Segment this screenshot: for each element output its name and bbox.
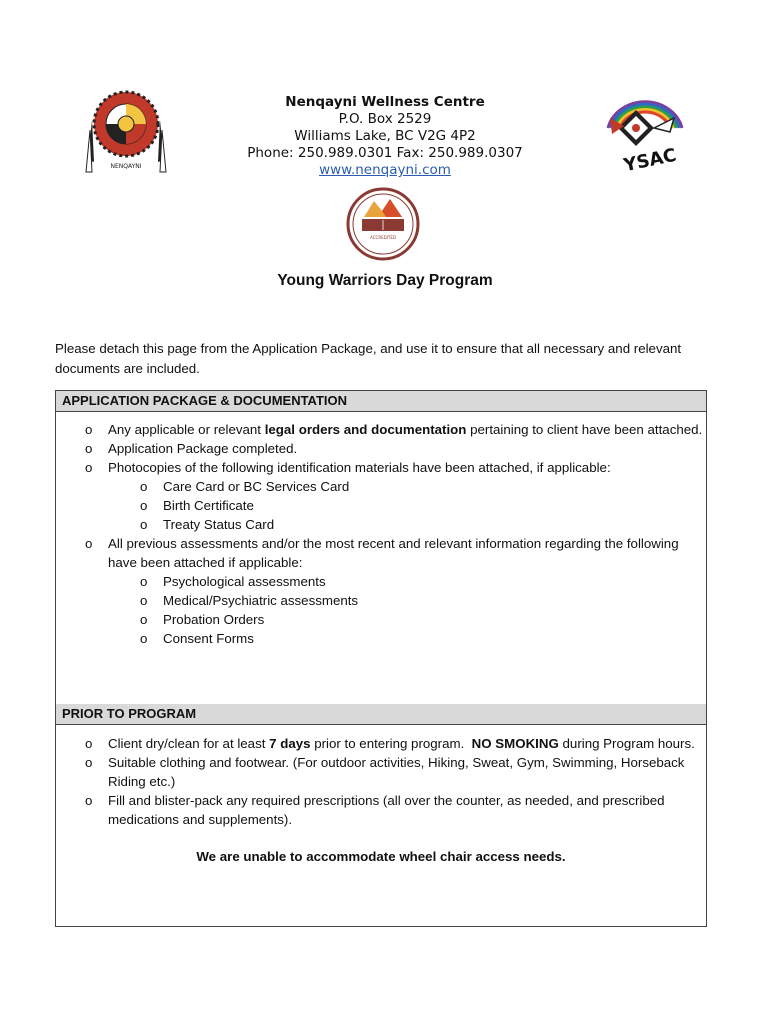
sub-list-item: o Birth Certificate [140, 498, 254, 513]
bullet-icon: o [140, 612, 148, 627]
checklist [56, 412, 706, 648]
checklist [56, 725, 706, 829]
letterhead [200, 94, 570, 179]
accreditation-seal [346, 187, 420, 261]
list-item: o Any applicable or relevant legal orders and documentation pertaining to client have been attached. [85, 422, 703, 437]
svg-text:NENQAYNI: NENQAYNI [110, 163, 142, 170]
sub-list [56, 572, 706, 648]
list-item: o All previous assessments and/or the most recent and relevant information regarding the following have been attached if applicable: o Psychological assessments o Medical/Psychiatric assessments o Probation Orders o Consent Forms [56, 534, 706, 648]
sub-list [56, 477, 706, 534]
bullet-icon: o [85, 736, 93, 751]
list-item: o Application Package completed. [85, 441, 298, 456]
bullet-icon: o [140, 498, 148, 513]
bullet-icon: o [140, 631, 148, 646]
bullet-icon: o [140, 517, 148, 532]
bullet-icon: o [140, 593, 148, 608]
svg-text:ACCREDITED: ACCREDITED [370, 235, 396, 240]
page-title: Young Warriors Day Program [277, 272, 493, 289]
application-package-section [55, 390, 707, 706]
po-box: P.O. Box 2529 [338, 111, 432, 127]
bullet-icon: o [140, 574, 148, 589]
bullet-icon: o [85, 422, 93, 437]
svg-text:YSAC: YSAC [621, 144, 679, 177]
sub-list-item: o Consent Forms [140, 631, 254, 646]
sub-list-item: o Care Card or BC Services Card [140, 479, 350, 494]
bullet-icon: o [85, 536, 93, 551]
list-item: o Photocopies of the following identification materials have been attached, if applicable: o Care Card or BC Services Card o Birth Certificate o Treaty Status Card [56, 458, 706, 534]
intro-paragraph: Please detach this page from the Application Package, and use it to ensure that all necessary and relevant documents are included. [55, 341, 682, 376]
phone-fax: Phone: 250.989.0301 Fax: 250.989.0307 [247, 145, 523, 161]
org-name: Nenqayni Wellness Centre [285, 94, 485, 110]
website-link[interactable]: www.nenqayni.com [319, 162, 451, 178]
bullet-icon: o [85, 793, 93, 808]
prior-to-program-section [55, 704, 707, 927]
ysac-logo [600, 88, 690, 178]
section-heading: PRIOR TO PROGRAM [56, 704, 706, 725]
bullet-icon: o [85, 441, 93, 456]
accessibility-notice: We are unable to accommodate wheel chair access needs. [196, 849, 566, 864]
bullet-icon: o [85, 460, 93, 475]
sub-list-item: o Probation Orders [140, 612, 265, 627]
list-item: o Suitable clothing and footwear. (For outdoor activities, Hiking, Sweat, Gym, Swimming, Horseback Riding etc.) [85, 755, 685, 789]
sub-list-item: o Treaty Status Card [140, 517, 275, 532]
bullet-icon: o [85, 755, 93, 770]
nenqayni-logo [84, 90, 168, 180]
bullet-icon: o [140, 479, 148, 494]
sub-list-item: o Psychological assessments [140, 574, 326, 589]
list-item: o Client dry/clean for at least 7 days prior to entering program. NO SMOKING during Program hours. [85, 736, 695, 751]
section-heading: APPLICATION PACKAGE & DOCUMENTATION [56, 391, 706, 412]
sub-list-item: o Medical/Psychiatric assessments [140, 593, 359, 608]
list-item: o Fill and blister-pack any required prescriptions (all over the counter, as needed, and prescribed medications and supplements). [85, 793, 665, 827]
city-address: Williams Lake, BC V2G 4P2 [294, 128, 476, 144]
